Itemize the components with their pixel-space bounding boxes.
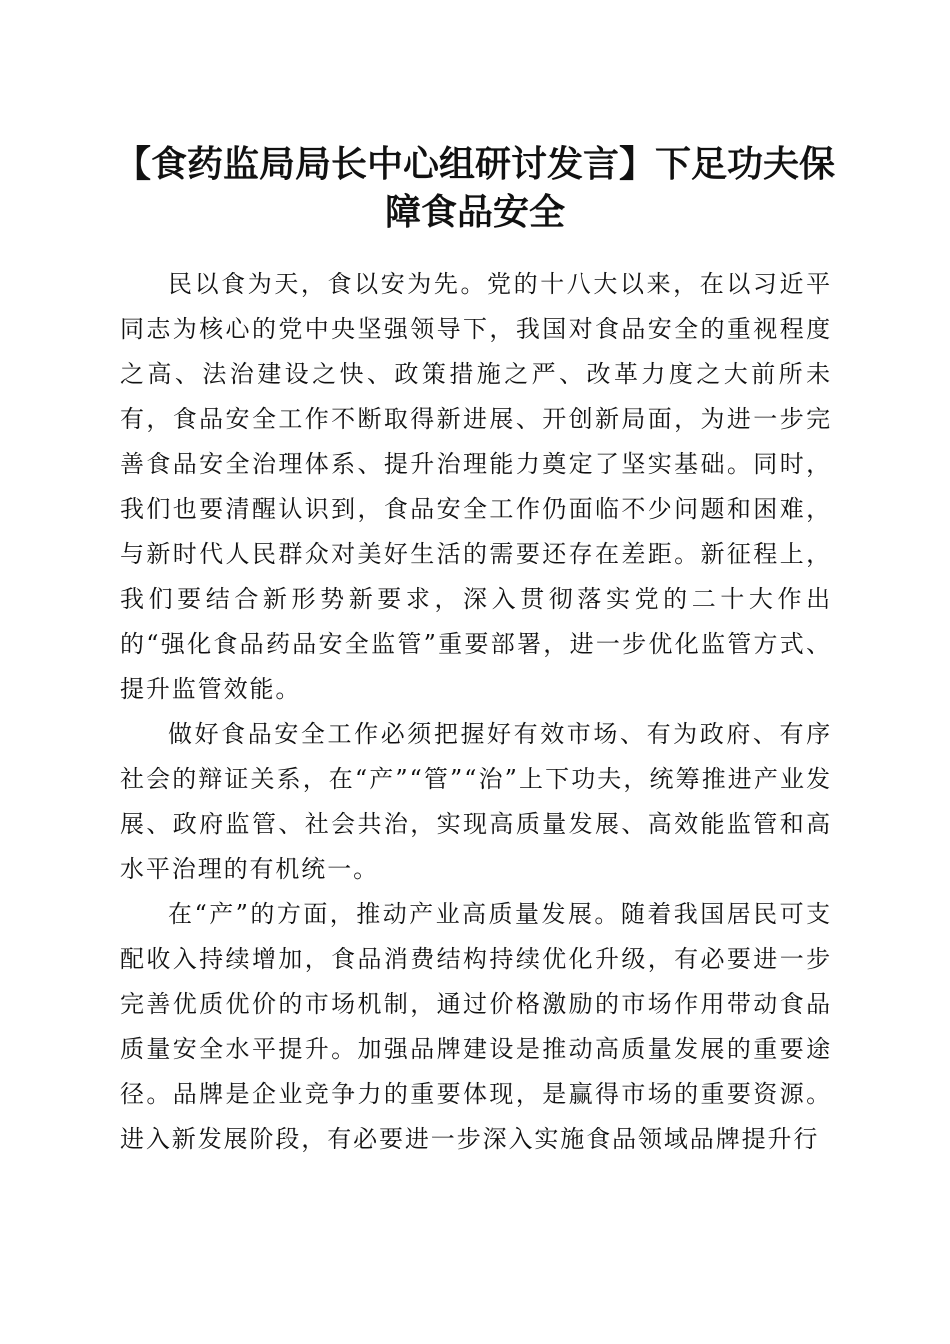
paragraph-2: 做好食品安全工作必须把握好有效市场、有为政府、有序社会的辩证关系，在“产”“管”“治”上下功夫，统筹推进产业发展、政府监管、社会共治，实现高质量发展、高效能监管和高水平治理的有机统一。: [120, 720, 832, 883]
paragraph-3: 在“产”的方面，推动产业高质量发展。随着我国居民可支配收入持续增加，食品消费结构持续优化升级，有必要进一步完善优质优价的市场机制，通过价格激励的市场作用带动食品质量安全水平提升。加强品牌建设是推动高质量发展的重要途径。品牌是企业竞争力的重要体现，是赢得市场的重要资源。进入新发展阶段，有必要进一步深入实施食品领域品牌提升行: [120, 900, 832, 1153]
document-title: 【食药监局局长中心组研讨发言】下足功夫保障食品安全: [114, 143, 835, 233]
document-body: [120, 262, 832, 1162]
paragraph-1: 民以食为天，食以安为先。党的十八大以来，在以习近平同志为核心的党中央坚强领导下，我国对食品安全的重视程度之高、法治建设之快、政策措施之严、改革力度之大前所未有，食品安全工作不断取得新进展、开创新局面，为进一步完善食品安全治理体系、提升治理能力奠定了坚实基础。同时，我们也要清醒认识到，食品安全工作仍面临不少问题和困难，与新时代人民群众对美好生活的需要还存在差距。新征程上，我们要结合新形势新要求，深入贯彻落实党的二十大作出的“强化食品药品安全监管”重要部署，进一步优化监管方式、提升监管效能。: [120, 270, 832, 703]
